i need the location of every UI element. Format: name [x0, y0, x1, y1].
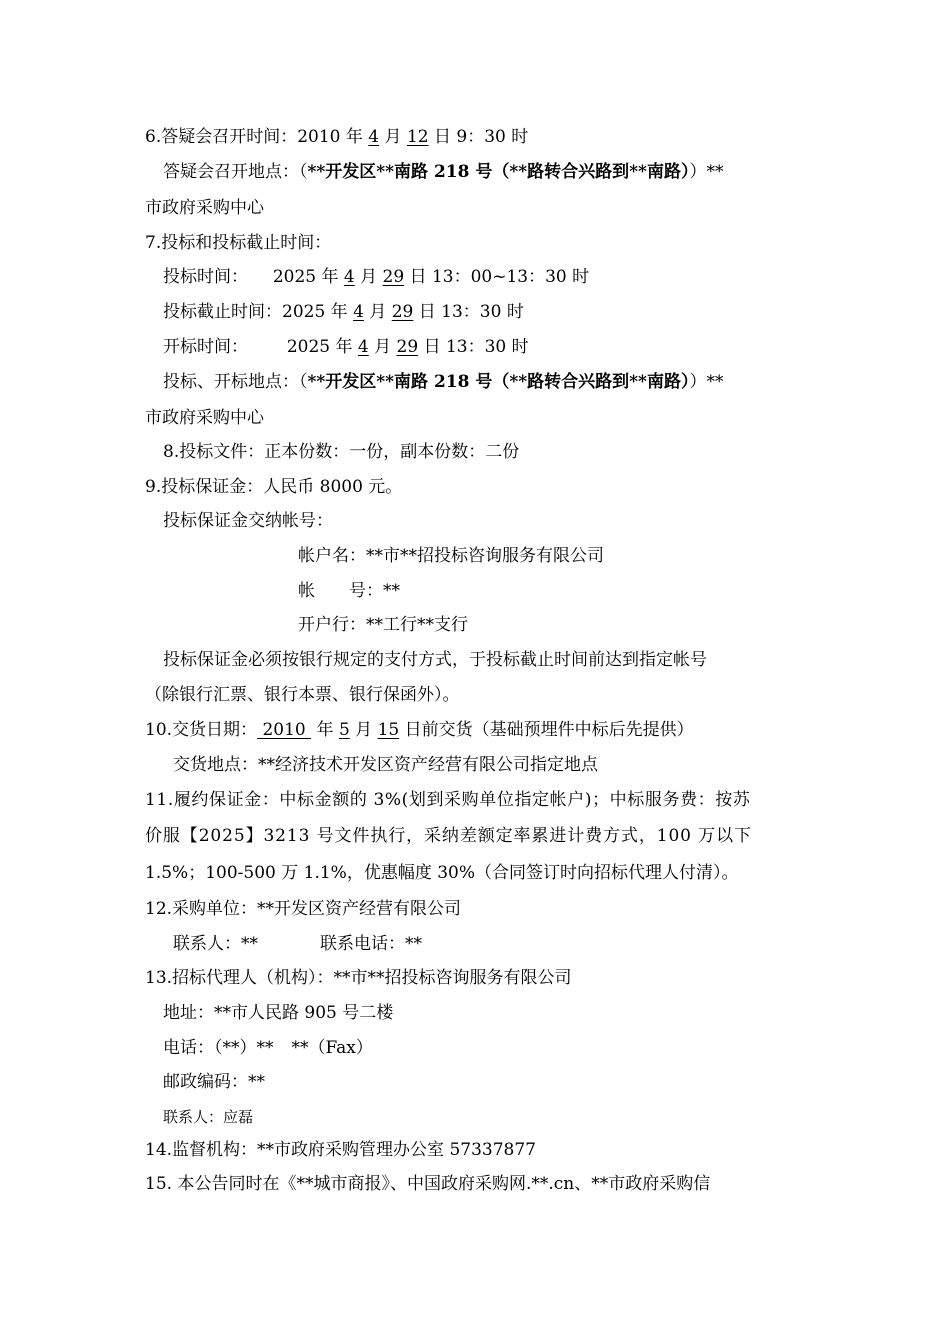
bid-bond: 9.投标保证金：人民币 8000 元。 — [145, 477, 403, 497]
purchaser: 12.采购单位：**开发区资产经营有限公司 — [145, 899, 462, 919]
account-bank: 开户行：**工行**支行 — [298, 615, 468, 635]
purchaser-contact: 联系人：** 联系电话：** — [173, 934, 422, 954]
publication-notice: 15. 本公告同时在《**城市商报》、中国政府采购网.**.cn、**市政府采购信 — [145, 1174, 711, 1194]
supervision: 14.监督机构：**市政府采购管理办公室 57337877 — [145, 1140, 536, 1160]
bid-opening-place: 投标、开标地点：（**开发区**南路 218 号（**路转合兴路到**南路））** — [163, 372, 724, 392]
bid-deadline: 投标截止时间：2025 年 4 月 29 日 13：30 时 — [163, 302, 524, 322]
bid-documents: 8.投标文件：正本份数：一份，副本份数：二份 — [163, 442, 520, 462]
qa-month: 4 — [368, 127, 380, 147]
account-name: 帐户名：**市**招投标咨询服务有限公司 — [298, 546, 604, 566]
qa-meeting-place-cont: 市政府采购中心 — [145, 198, 264, 218]
qa-meeting-time: 6.答疑会召开时间：2010 年 4 月 12 日 9：30 时 — [145, 127, 529, 147]
bid-time: 投标时间： 2025 年 4 月 29 日 13：00~13：30 时 — [163, 267, 590, 287]
bid-opening-time: 开标时间： 2025 年 4 月 29 日 13：30 时 — [163, 337, 529, 357]
bid-bond-note: 投标保证金必须按银行规定的支付方式，于投标截止时间前达到指定帐号 — [163, 650, 707, 670]
agency-address: 地址：**市人民路 905 号二楼 — [163, 1003, 394, 1023]
qa-meeting-place: 答疑会召开地点：（**开发区**南路 218 号（**路转合兴路到**南路））** — [163, 162, 724, 182]
bid-bond-account-title: 投标保证金交纳帐号： — [163, 511, 333, 531]
performance-bond-cont: 价服【2025】3213 号文件执行，采纳差额定率累进计费方式，100 万以下 — [145, 826, 752, 846]
delivery-date: 10.交货日期： 2010 年 5 月 15 日前交货（基础预埋件中标后先提供） — [145, 720, 694, 740]
agency-postcode: 邮政编码：** — [163, 1072, 265, 1092]
agency-contact: 联系人：应磊 — [163, 1108, 254, 1126]
bid-bond-note-cont: （除银行汇票、银行本票、银行保函外）。 — [145, 685, 460, 705]
delivery-place: 交货地点：**经济技术开发区资产经营有限公司指定地点 — [173, 755, 598, 775]
performance-bond-cont-2: 1.5%；100-500 万 1.1%，优惠幅度 30%（合同签订时向招标代理人付清）。 — [145, 863, 739, 883]
performance-bond: 11.履约保证金：中标金额的 3%(划到采购单位指定帐户)；中标服务费：按苏 — [145, 790, 751, 810]
agency: 13.招标代理人（机构）：**市**招投标咨询服务有限公司 — [145, 968, 572, 988]
agency-phone: 电话：（**）** **（Fax） — [163, 1038, 373, 1058]
bid-time-title: 7.投标和投标截止时间： — [145, 233, 332, 253]
qa-day: 12 — [406, 127, 429, 147]
bid-opening-place-cont: 市政府采购中心 — [145, 408, 264, 428]
account-number: 帐 号：** — [298, 581, 400, 601]
